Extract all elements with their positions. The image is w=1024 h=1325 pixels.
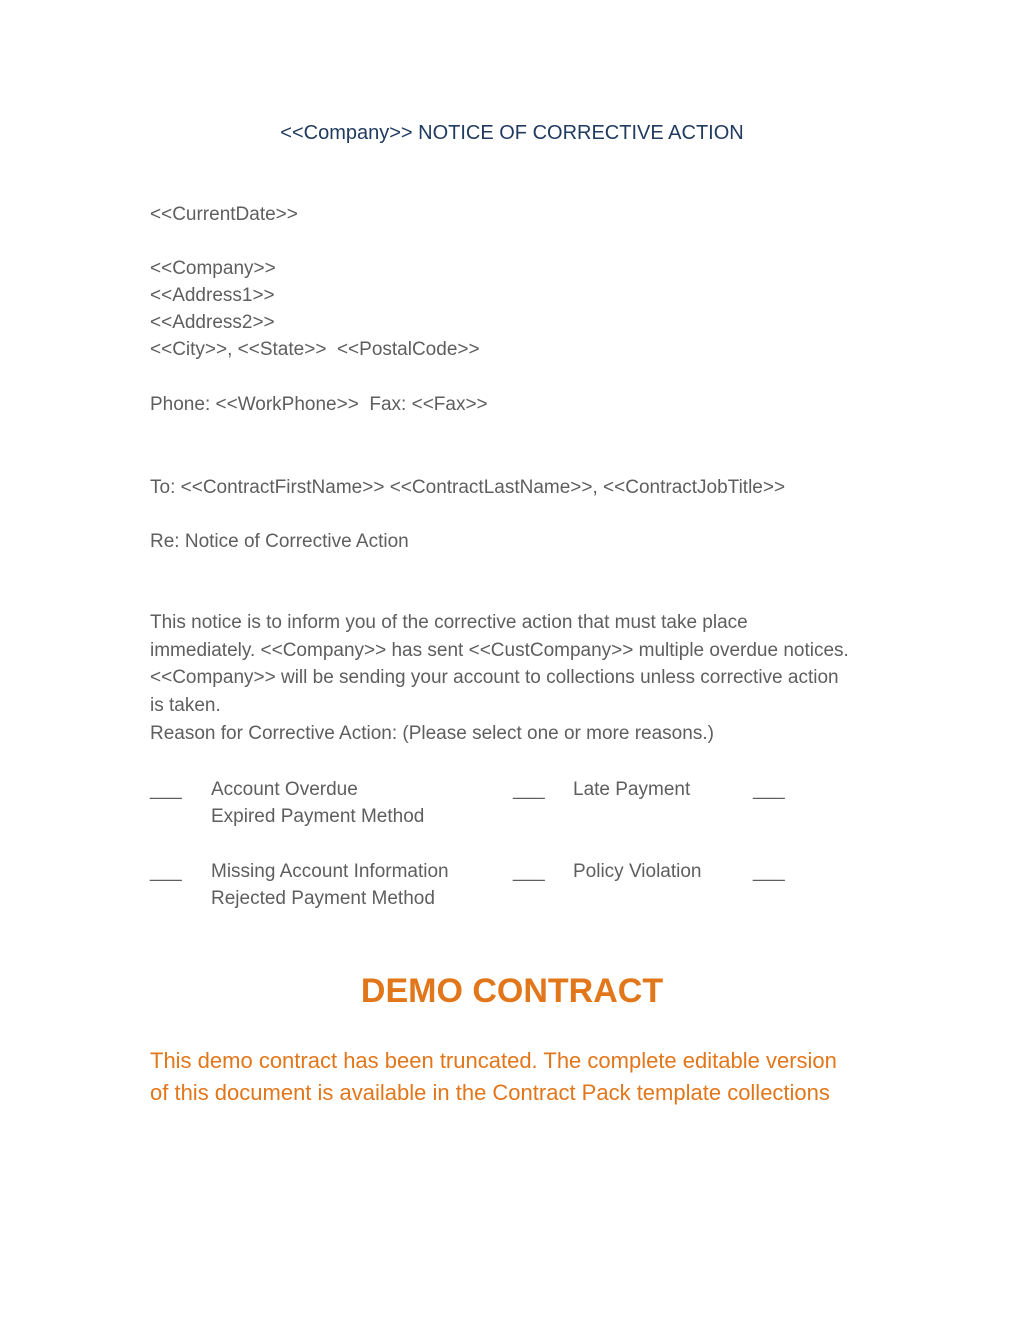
reason-label-expired-payment-method: Expired Payment Method	[211, 805, 425, 827]
reason-labels-left	[211, 858, 513, 912]
notice-body-paragraph: This notice is to inform you of the corrective action that must take place immediately. <<Company>> has sent <<CustCompany>> multiple overdue notices. <<Company>> will be sending your account to collections unless corrective action is taken.	[150, 612, 855, 716]
fill-in-blank: ___	[753, 860, 785, 882]
address-line-company: <<Company>>	[150, 258, 276, 279]
fill-in-blank: ___	[513, 860, 545, 882]
reason-label-late-payment: Late Payment	[573, 778, 691, 800]
address-line-2: <<Address2>>	[150, 312, 275, 333]
reason-labels-left	[211, 776, 513, 830]
reason-prompt-line: Reason for Corrective Action: (Please select one or more reasons.)	[150, 723, 714, 744]
demo-contract-heading: DEMO CONTRACT	[360, 971, 664, 1010]
to-line: To: <<ContractFirstName>> <<ContractLastName>>, <<ContractJobTitle>>	[150, 477, 786, 498]
fill-in-blank: ___	[150, 778, 182, 800]
document-title: <<Company>> NOTICE OF CORRECTIVE ACTION	[280, 122, 744, 144]
reason-row-2	[150, 858, 874, 912]
reason-label-missing-account-information: Missing Account Information	[211, 860, 449, 882]
phone-fax-line: Phone: <<WorkPhone>> Fax: <<Fax>>	[150, 394, 488, 415]
reason-label-policy-violation: Policy Violation	[573, 860, 702, 882]
current-date-line: <<CurrentDate>>	[150, 204, 298, 225]
fill-in-blank: ___	[513, 778, 545, 800]
demo-truncation-notice: This demo contract has been truncated. The complete editable version of this document is available in the Contract Pack template collections	[150, 1047, 844, 1105]
address-line-city-state-zip: <<City>>, <<State>> <<PostalCode>>	[150, 339, 480, 360]
company-address-block	[150, 255, 874, 363]
re-line: Re: Notice of Corrective Action	[150, 531, 409, 552]
reason-row-1	[150, 776, 874, 830]
reason-label-account-overdue: Account Overdue	[211, 778, 358, 800]
address-line-1: <<Address1>>	[150, 285, 275, 306]
reason-label-rejected-payment-method: Rejected Payment Method	[211, 887, 435, 909]
fill-in-blank: ___	[150, 860, 182, 882]
fill-in-blank: ___	[753, 778, 785, 800]
